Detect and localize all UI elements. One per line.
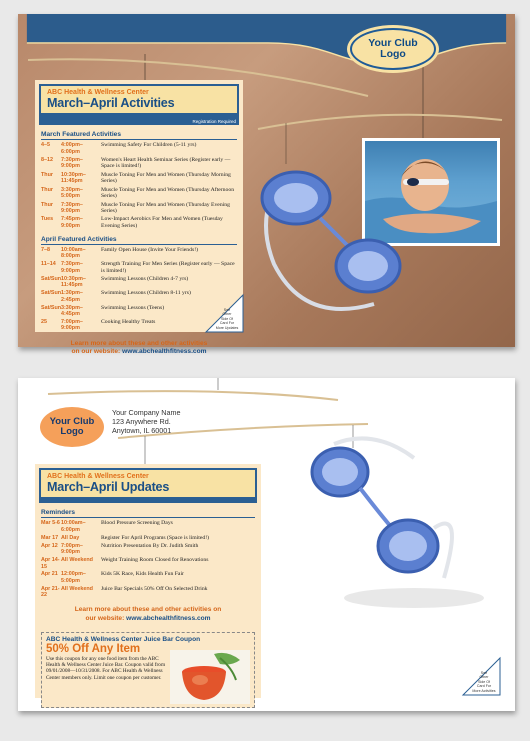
corner-note-line: Other xyxy=(479,675,489,680)
item-time: 1:30pm–2:45pm xyxy=(61,290,83,303)
page-title: March–April Updates xyxy=(47,480,170,494)
learn-line1: Learn more about these and other activities on xyxy=(74,606,222,614)
list-item xyxy=(41,172,237,185)
item-date: Apr 14-15 xyxy=(41,557,60,570)
center-name: ABC Health & Wellness Center xyxy=(47,473,149,480)
corner-note-line: More Updates xyxy=(215,325,239,330)
back-postcard xyxy=(18,378,515,711)
section-title-march: March Featured Activities xyxy=(41,131,237,140)
item-date: Sat/Sun xyxy=(41,276,62,283)
item-description: Nutrition Presentation By Dr. Judith Smith xyxy=(101,542,199,549)
club-logo xyxy=(40,407,104,447)
panel-header xyxy=(39,84,239,119)
item-description: Muscle Toning For Men and Women (Thursday Evening Series) xyxy=(101,201,230,215)
item-date: Sat/Sun xyxy=(41,290,62,297)
club-logo xyxy=(350,28,436,70)
registration-note: Registration Required xyxy=(39,119,239,125)
item-description: Weight Training Room Closed for Renovations xyxy=(101,557,209,564)
item-time: 7:00pm–9:00pm xyxy=(61,318,83,332)
juice-glass-icon xyxy=(170,650,250,704)
front-postcard xyxy=(18,14,515,356)
list-item xyxy=(41,202,237,215)
list-item xyxy=(41,216,237,229)
item-date: Apr 12 xyxy=(41,542,58,549)
item-date: 7–8 xyxy=(41,246,50,253)
item-time: 12:00pm–5:00pm xyxy=(61,571,86,584)
corner-note-line: See xyxy=(480,670,488,675)
item-time: 4:00pm–6:00pm xyxy=(61,142,83,155)
logo-text-line2: Logo xyxy=(380,48,406,60)
return-address xyxy=(112,408,180,435)
list-item xyxy=(41,557,255,570)
corner-note xyxy=(461,656,501,696)
coupon-offer: 50% Off Any Item xyxy=(46,642,141,655)
juice-photo xyxy=(170,650,250,704)
list-item xyxy=(41,157,237,170)
item-time: 7:30pm–9:00pm xyxy=(61,261,83,274)
corner-note-text xyxy=(469,671,499,693)
item-description: Family Open House (Invite Your Friends!) xyxy=(101,246,198,253)
item-date: 25 xyxy=(41,318,47,325)
item-description: Swimming Lessons (Children 4-7 yrs) xyxy=(101,276,189,283)
item-description: Muscle Toning For Men and Women (Thursday Afternoon Series) xyxy=(101,186,235,200)
item-date: Apr 21 xyxy=(41,571,58,578)
logo-text-line2: Logo xyxy=(60,426,84,437)
goggles-icon xyxy=(244,154,444,334)
item-date: 4–5 xyxy=(41,142,50,149)
list-item xyxy=(41,247,237,260)
learn-more-text xyxy=(41,606,255,623)
corner-note-line: Card For xyxy=(476,684,492,689)
item-time: All Weekend xyxy=(61,557,93,564)
item-time: 10:00am–8:00pm xyxy=(61,246,86,260)
item-description: Strength Training For Men Series (Register early — Space is limited!) xyxy=(101,261,235,274)
list-item xyxy=(41,543,255,556)
updates-panel xyxy=(35,464,261,698)
march-activity-list xyxy=(35,142,243,229)
item-description: Women's Heart Health Seminar Series (Register early — Space is limited!) xyxy=(101,156,231,170)
corner-note-line: Side Of xyxy=(478,679,490,684)
corner-note-line: Other xyxy=(222,312,232,317)
item-time: 7:30pm–9:00pm xyxy=(61,201,83,214)
item-time: All Weekend xyxy=(61,585,93,592)
corner-note xyxy=(204,293,244,333)
item-description: Muscle Toning For Men and Women (Thursday Morning Series) xyxy=(101,171,231,185)
item-date: Thur xyxy=(41,171,53,178)
section-title-april: April Featured Activities xyxy=(41,236,237,245)
city-state-zip: Anytown, IL 60001 xyxy=(112,426,172,435)
learn-line2: on our website: xyxy=(71,348,121,356)
learn-more-text xyxy=(41,340,237,357)
logo-text-line1: Your Club xyxy=(49,416,95,428)
corner-note-line: Side Of xyxy=(221,316,233,321)
street-address: 123 Anywhere Rd. xyxy=(112,417,171,426)
corner-note-text xyxy=(212,308,242,330)
center-name: ABC Health & Wellness Center xyxy=(47,89,149,96)
item-date: Thur xyxy=(41,186,53,193)
item-date: Apr 21-22 xyxy=(41,585,60,599)
item-date: Mar 17 xyxy=(41,534,59,541)
item-date: 8–12 xyxy=(41,156,53,163)
list-item xyxy=(41,586,255,599)
corner-note-line: More Activities xyxy=(472,688,496,693)
item-description: Kids 5K Race, Kids Health Fun Fair xyxy=(101,571,184,578)
corner-note-line: See xyxy=(223,307,231,312)
learn-line1: Learn more about these and other activities xyxy=(70,339,208,347)
item-date: Mar 5-6 xyxy=(41,520,60,527)
website-link[interactable]: www.abchealthfitness.com xyxy=(122,348,207,356)
item-time: 10:30pm–11:45pm xyxy=(61,171,86,185)
item-description: Register For April Programs (Space is limited!) xyxy=(101,534,210,541)
item-description: Swimming Lessons (Teens) xyxy=(101,304,165,311)
reminder-list xyxy=(35,520,261,598)
item-time: 10:30pm–11:45pm xyxy=(61,276,86,289)
item-date: Sat/Sun xyxy=(41,304,62,311)
item-time: 3:30pm–5:00pm xyxy=(61,186,83,199)
item-description: Low-Impact Aerobics For Men and Women (Tuesday Evening Series) xyxy=(101,216,223,230)
goggles-icon xyxy=(294,428,494,618)
list-item xyxy=(41,261,237,274)
item-description: Cooking Healthy Treats xyxy=(101,318,156,325)
learn-line2: our website: xyxy=(85,615,125,622)
item-description: Swimming Safety For Children (5-11 yrs) xyxy=(101,142,197,149)
item-time: 10:00am–6:00pm xyxy=(61,520,86,533)
list-item xyxy=(41,142,237,155)
list-item xyxy=(41,276,237,289)
list-item xyxy=(41,187,237,200)
coupon-terms: Use this coupon for any one food item from the ABC Health & Wellness Center Juice Bar. Coupon valid from 09/01/2008—10/31/2008. For ABC Health & Wellness Center members only. Limit one coupon per customer. xyxy=(46,655,166,681)
website-link[interactable]: www.abchealthfitness.com xyxy=(126,615,211,622)
panel-header xyxy=(39,468,257,503)
item-time: 7:45pm–9:00pm xyxy=(61,216,83,229)
item-description: Swimming Lessons (Children 8-11 yrs) xyxy=(101,290,191,297)
corner-note-line: Card For xyxy=(219,321,235,326)
item-time: 7:30pm–9:00pm xyxy=(61,156,83,170)
item-date: Tues xyxy=(41,216,54,223)
coupon-title: ABC Health & Wellness Center Juice Bar Coupon xyxy=(46,635,201,643)
item-description: Blood Pressure Screening Days xyxy=(101,520,173,527)
item-date: Thur xyxy=(41,201,53,208)
logo-text-line1: Your Club xyxy=(368,36,418,49)
item-time: 3:30pm–4:45pm xyxy=(61,304,83,317)
item-date: 11–14 xyxy=(41,261,56,268)
item-description: Juice Bar Specials 50% Off On Selected Drink xyxy=(101,585,208,592)
item-time: 7:00pm–9:00pm xyxy=(61,542,83,556)
list-item xyxy=(41,520,255,533)
company-name: Your Company Name xyxy=(112,408,181,417)
list-item xyxy=(41,535,255,542)
list-item xyxy=(41,571,255,584)
item-time: All Day xyxy=(61,534,80,541)
section-title-reminders: Reminders xyxy=(41,509,255,518)
page-title: March–April Activities xyxy=(47,96,175,110)
juice-bar-coupon xyxy=(41,632,255,708)
